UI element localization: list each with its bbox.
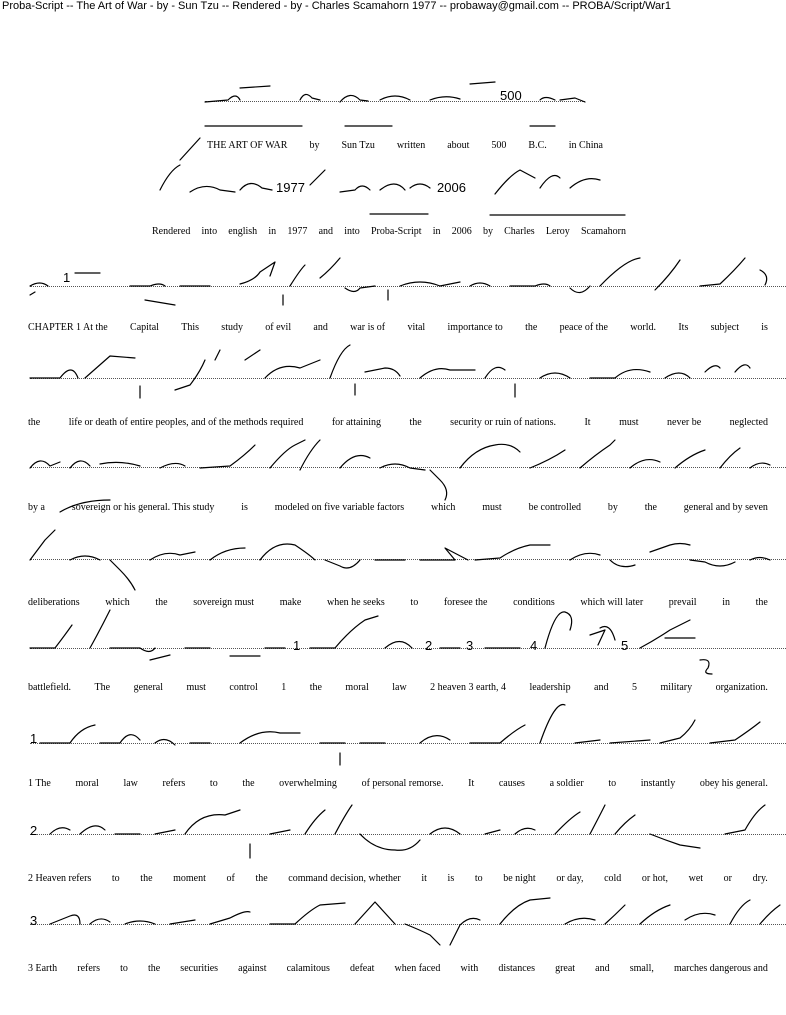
word: 2 Heaven refers [28,873,92,884]
word: vital [407,322,426,333]
text-line-8 [28,963,768,974]
word: of [226,873,235,884]
word: moral [345,682,369,693]
word: which will later [580,597,644,608]
title-word: about [447,140,470,151]
word: command decision, whether [288,873,401,884]
word: when he seeks [327,597,385,608]
word: the [155,597,168,608]
title-word: B.C. [528,140,547,151]
script-number: 1 [63,270,71,285]
word: moment [173,873,206,884]
word: or hot, [641,873,668,884]
word: 2 heaven 3 earth, 4 [430,682,506,693]
number-2006: 2006 [437,180,466,195]
page-header: Proba-Script -- The Art of War - by - Sun Tzu -- Rendered - by - Charles Scamahorn 1977 -- probaway@gmail.com -- PROBA/Script/War1 [2,0,671,12]
word: war is of [350,322,386,333]
script-number: 3 [30,913,38,928]
word: life or death of entire peoples, and of the methods required [68,417,304,428]
rendered-word: into [201,226,218,237]
word: the [242,778,255,789]
word: by [607,502,618,513]
rendered-word: 2006 [451,226,472,237]
title-word: in China [568,140,603,151]
word: Its [678,322,689,333]
word: subject [710,322,739,333]
word: with [460,963,479,974]
word: 3 Earth [28,963,58,974]
word: conditions [513,597,555,608]
word: general and by seven [683,502,768,513]
word: to [608,778,617,789]
word: by a [28,502,45,513]
word: is [447,873,455,884]
word: make [279,597,302,608]
word: to [120,963,128,974]
script-number: 2 [425,638,433,653]
word: It [584,417,591,428]
word: This [181,322,199,333]
script-number: 4 [530,638,538,653]
word: calamitous [286,963,330,974]
rendered-word: english [228,226,258,237]
rendered-word: Leroy [545,226,570,237]
title-word: by [309,140,320,151]
word: must [619,417,639,428]
word: overwhelming [279,778,337,789]
word: 1 [281,682,287,693]
word: world. [630,322,657,333]
rendered-word: 1977 [287,226,308,237]
word: causes [498,778,525,789]
word: neglected [729,417,768,428]
word: small, [629,963,654,974]
word: prevail [668,597,697,608]
word: general [133,682,163,693]
word: law [392,682,407,693]
word: modeled on five variable factors [274,502,405,513]
rendered-word: Scamahorn [580,226,626,237]
word: of personal remorse. [361,778,444,789]
word: distances [498,963,535,974]
rendered-word: in [432,226,441,237]
word: military [660,682,693,693]
word: the [140,873,153,884]
word: foresee the [443,597,488,608]
word: and [595,963,610,974]
word: wet [688,873,704,884]
word: a soldier [549,778,584,789]
text-line-3 [28,502,768,513]
word: deliberations [28,597,80,608]
text-line-2 [28,417,768,428]
word: to [474,873,483,884]
word: law [123,778,138,789]
word: the [755,597,768,608]
word: against [238,963,267,974]
word: the [525,322,538,333]
word: to [410,597,419,608]
number-500: 500 [500,88,522,103]
rendered-word: in [268,226,277,237]
text-line-6 [28,778,768,789]
script-number: 3 [466,638,474,653]
word: the [309,682,322,693]
word: battlefield. [28,682,72,693]
title-word: 500 [491,140,507,151]
title-word: THE ART OF WAR [207,140,288,151]
word: peace of the [559,322,608,333]
word: must [482,502,502,513]
word: of evil [265,322,292,333]
word: 5 [631,682,637,693]
word: the [255,873,268,884]
word: which [105,597,130,608]
rendered-word: Rendered [152,226,191,237]
word: the [28,417,41,428]
word: leadership [529,682,571,693]
word: study [221,322,243,333]
word: It [468,778,475,789]
word: Capital [130,322,159,333]
word: the [147,963,161,974]
word: or day, [556,873,584,884]
word: to [209,778,218,789]
word: never be [667,417,702,428]
word: dry. [752,873,768,884]
word: when faced [394,963,441,974]
word: securities [180,963,219,974]
rendered-word: Proba-Script [371,226,422,237]
word: is [241,502,248,513]
word: is [761,322,768,333]
number-1977: 1977 [276,180,305,195]
script-number: 1 [293,638,301,653]
word: marches dangerous and [673,963,768,974]
rendered-word: Charles [504,226,535,237]
text-line-7 [28,873,768,884]
word: sovereign must [193,597,255,608]
word: or [723,873,733,884]
text-line-1 [28,322,768,333]
script-number: 1 [30,731,38,746]
word: moral [75,778,99,789]
word: organization. [715,682,768,693]
word: defeat [350,963,375,974]
word: to [111,873,120,884]
script-number: 2 [30,823,38,838]
word: instantly [640,778,676,789]
word: in [722,597,730,608]
word: be controlled [528,502,582,513]
word: be night [503,873,536,884]
rendered-word: and [318,226,334,237]
word: security or ruin of nations. [450,417,556,428]
word: refers [77,963,101,974]
rendered-word: by [482,226,493,237]
text-line-4 [28,597,768,608]
word: and [313,322,328,333]
title-word: Sun Tzu [341,140,375,151]
script-number: 5 [621,638,629,653]
word: 1 The [28,778,51,789]
word: which [430,502,456,513]
word: must [186,682,206,693]
word: importance to [447,322,503,333]
title-word: written [396,140,426,151]
word: the [644,502,657,513]
word: sovereign or his general. This study [71,502,215,513]
word: the [409,417,422,428]
word: cold [604,873,622,884]
rendered-word: into [344,226,360,237]
word: and [594,682,609,693]
word: great [555,963,576,974]
word: control [229,682,258,693]
word: it [421,873,427,884]
word: The [94,682,111,693]
word: refers [162,778,186,789]
word: obey his general. [699,778,768,789]
word: CHAPTER 1 At the [28,322,108,333]
text-line-5 [28,682,768,693]
word: for attaining [331,417,381,428]
